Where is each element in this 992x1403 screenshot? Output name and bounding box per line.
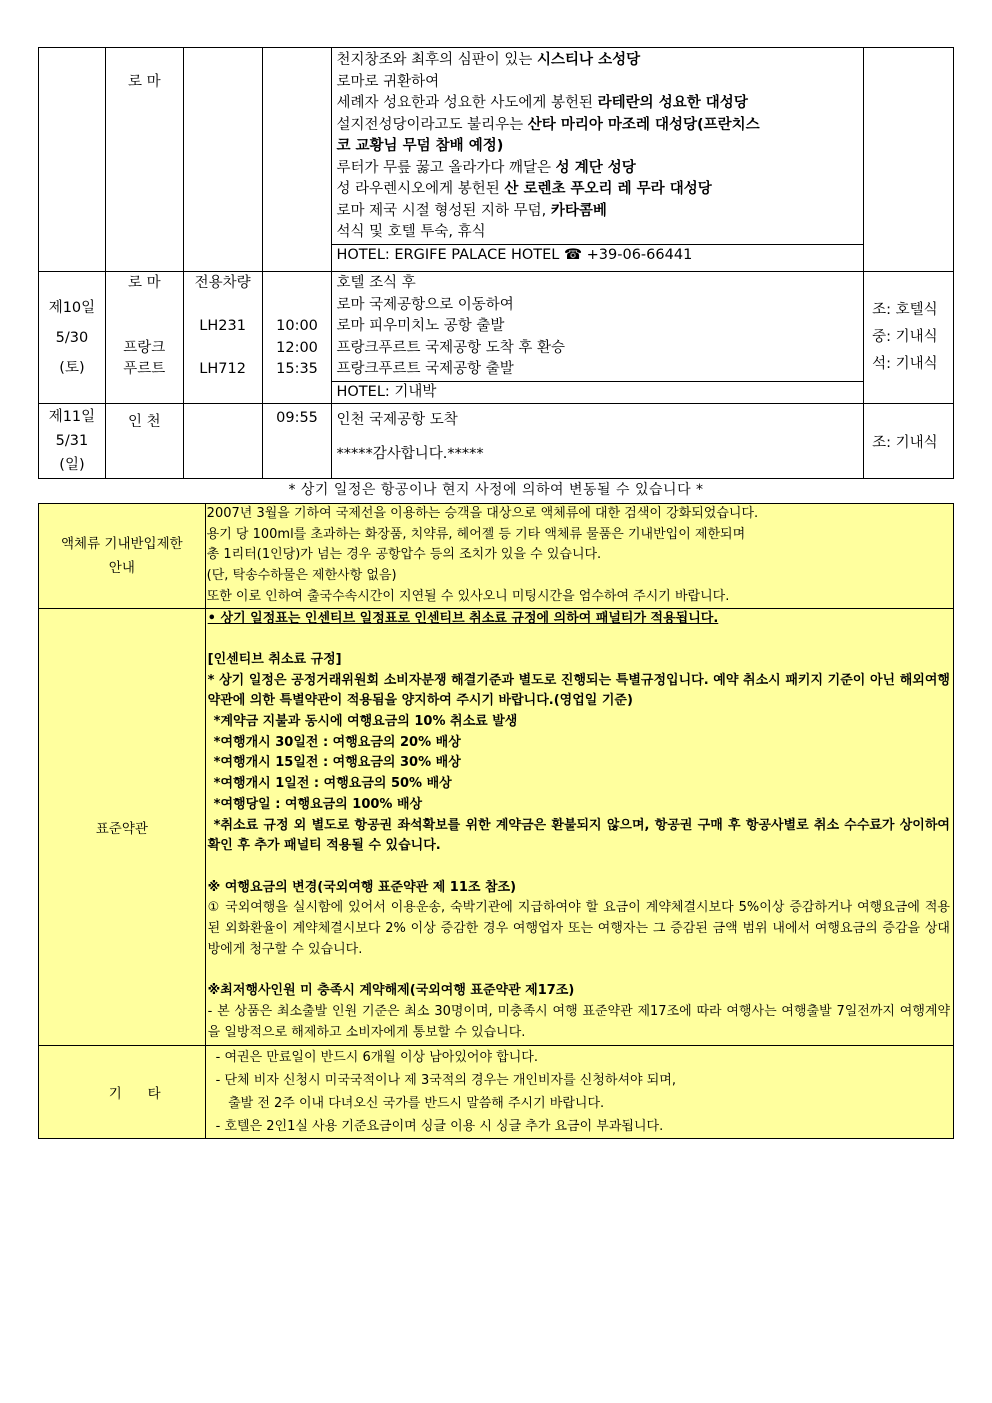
schedule-line: 로마 국제공항으로 이동하여 [336, 296, 514, 313]
liquid-line: 2007년 3월을 기하여 국제선을 이용하는 승객을 대상으로 액체류에 대한 검색이 강화되었습니다. [206, 506, 759, 521]
schedule-line: 로마로 귀환하여 [336, 73, 440, 90]
etc-line: - 여권은 만료일이 반드시 6개월 이상 남아있어야 합니다. [215, 1049, 538, 1065]
itinerary-row-day11 [39, 404, 954, 479]
time-cell: 09:55 [262, 404, 332, 479]
incentive-note: *취소료 규정 외 별도로 항공권 좌석확보를 위한 계약금은 환불되지 않으며, 항공권 구매 후 항공사별로 취소 수수료가 상이하여 확인 후 추가 패널티 적용될 수 있습니다. [207, 817, 950, 854]
transport-cell [183, 48, 262, 272]
etc-line: 출발 전 2주 이내 다녀오신 국가를 반드시 말씀해 주시기 바랍니다. [215, 1095, 605, 1111]
min-participants-body: - 본 상품은 최소출발 인원 기준은 최소 30명이며, 미충족시 여행 표준약관 제17조에 따라 여행사는 여행출발 7일전까지 여행계약을 일방적으로 해제하고 소비자에게 통보할 수 있습니다. [207, 1003, 950, 1040]
standard-terms-row [39, 608, 954, 1045]
min-participants-title: ※최저행사인원 미 충족시 계약해제(국외여행 표준약관 제17조) [207, 983, 575, 999]
meals-cell: 조: 기내식 [864, 404, 954, 479]
time-cell: 10:00 12:00 15:35 [262, 272, 332, 404]
terms-table [38, 503, 954, 1139]
etc-label-cell: 기 타 [39, 1045, 206, 1138]
incentive-item: *여행당일 : 여행요금의 100% 배상 [213, 796, 423, 812]
schedule-line: 프랑크푸르트 국제공항 도착 후 환승 [336, 339, 566, 356]
schedule-line: 천지창조와 최후의 심판이 있는 시스티나 소성당 [336, 52, 641, 68]
schedule-change-notice: * 상기 일정은 항공이나 현지 사정에 의하여 변동될 수 있습니다 * [288, 482, 704, 498]
itinerary-table [38, 47, 954, 479]
schedule-line: 인천 국제공항 도착 [336, 412, 458, 428]
city-cell [105, 48, 183, 272]
schedule-line: 설지전성당이라고도 불리우는 산타 마리아 마조레 대성당(프란치스 [336, 116, 760, 133]
hotel-line: HOTEL: ERGIFE PALACE HOTEL ☎ +39-06-66441 [332, 244, 863, 267]
thanks-line: *****감사합니다.***** [336, 446, 484, 462]
schedule-line: 석식 및 호텔 투숙, 휴식 [336, 224, 486, 240]
day-cell: 제10일 5/30 (토) [39, 272, 106, 404]
schedule-line: 성 라우렌시오에게 봉헌된 산 로렌초 푸오리 레 무라 대성당 [336, 181, 712, 197]
schedule-line: 호텔 조식 후 [336, 275, 416, 291]
incentive-item: *여행개시 1일전 : 여행요금의 50% 배상 [213, 776, 452, 792]
incentive-item: *계약금 지불과 동시에 여행요금의 10% 취소료 발생 [213, 714, 518, 730]
schedule-line: 로마 제국 시절 형성된 지하 무덤, 카타콤베 [336, 202, 607, 219]
schedule-line: 코 교황님 무덤 참배 예정) [336, 138, 504, 154]
liquid-line: 총 1리터(1인당)가 넘는 경우 공항압수 등의 조치가 있을 수 있습니다. [206, 547, 602, 563]
schedule-line: 로마 피우미치노 공항 출발 [336, 318, 505, 334]
schedule-cell [332, 48, 864, 272]
day-cell: 제11일 5/31 (일) [39, 404, 106, 479]
liquid-line: 또한 이로 인하여 출국수속시간이 지연될 수 있사오니 미팅시간을 엄수하여 주시기 바랍니다. [206, 588, 730, 604]
penalty-headline: • 상기 일정표는 인센티브 일정표로 인센티브 취소료 규정에 의하여 패널티가 적용됩니다. [207, 610, 719, 626]
itinerary-row-day10 [39, 272, 954, 404]
liquid-line: 용기 당 100ml를 초과하는 화장품, 치약류, 헤어젤 등 기타 액체류 물품은 기내반입이 제한되며 [206, 526, 746, 542]
incentive-item: *여행개시 30일전 : 여행요금의 20% 배상 [213, 734, 461, 750]
meals-cell: 조: 호텔식 중: 기내식 석: 기내식 [864, 272, 954, 404]
transport-cell [183, 404, 262, 479]
schedule-cell [332, 272, 864, 404]
schedule-line: 프랑크푸르트 국제공항 출발 [336, 361, 514, 377]
schedule-line: 루터가 무릎 꿇고 올라가다 깨달은 성 계단 성당 [336, 159, 636, 176]
meals-cell [864, 48, 954, 272]
hotel-line: HOTEL: 기내박 [332, 381, 863, 404]
transport-cell: 전용차량 LH231 LH712 [183, 272, 262, 404]
time-cell [262, 48, 332, 272]
day-cell [39, 48, 106, 272]
etc-row [39, 1045, 954, 1138]
itinerary-row-rome [39, 48, 954, 272]
fare-change-body: ① 국외여행을 실시함에 있어서 이용운송, 숙박기관에 지급하여야 할 요금이 계약체결시보다 5%이상 증감하거나 여행요금에 적용된 외화환율이 계약체결시보다 2% 이상 증감한 경우 여행업자 또는 여행자는 그 증감된 금액 범위 내에서 여행요금의 증감을 상대방에게 청구할 수 있습니다. [207, 900, 950, 957]
etc-line: - 단체 비자 신청시 미국국적이나 제 3국적의 경우는 개인비자를 신청하셔야 되며, [215, 1072, 676, 1088]
etc-content-cell [205, 1045, 953, 1138]
liquid-row [39, 504, 954, 609]
liquid-label-cell: 액체류 기내반입제한 안내 [39, 504, 206, 609]
incentive-intro: * 상기 일정은 공정거래위원회 소비자분쟁 해결기준과 별도로 진행되는 특별규정입니다. 예약 취소시 패키지 기준이 아닌 해외여행약관에 의한 특별약관이 적용됨을 양지하여 주시기 바랍니다.(영업일 기준) [207, 672, 950, 709]
liquid-content-cell [205, 504, 953, 609]
standard-terms-label-cell: 표준약관 [39, 608, 206, 1045]
schedule-line: 세례자 성요한과 성요한 사도에게 봉헌된 라테란의 성요한 대성당 [336, 95, 748, 111]
schedule-cell [332, 404, 864, 479]
fare-change-title: ※ 여행요금의 변경(국외여행 표준약관 제 11조 참조) [207, 879, 517, 895]
standard-terms-content-cell [205, 608, 953, 1045]
etc-line: - 호텔은 2인1실 사용 기준요금이며 싱글 이용 시 싱글 추가 요금이 부과됩니다. [215, 1118, 664, 1134]
city-cell: 인 천 [105, 404, 183, 479]
city-cell: 로 마 프랑크 푸르트 [105, 272, 183, 404]
incentive-title: [인센티브 취소료 규정] [207, 651, 342, 667]
liquid-line: (단, 탁송수하물은 제한사항 없음) [206, 568, 397, 584]
city-label: 로 마 [127, 74, 161, 90]
incentive-item: *여행개시 15일전 : 여행요금의 30% 배상 [213, 755, 461, 771]
